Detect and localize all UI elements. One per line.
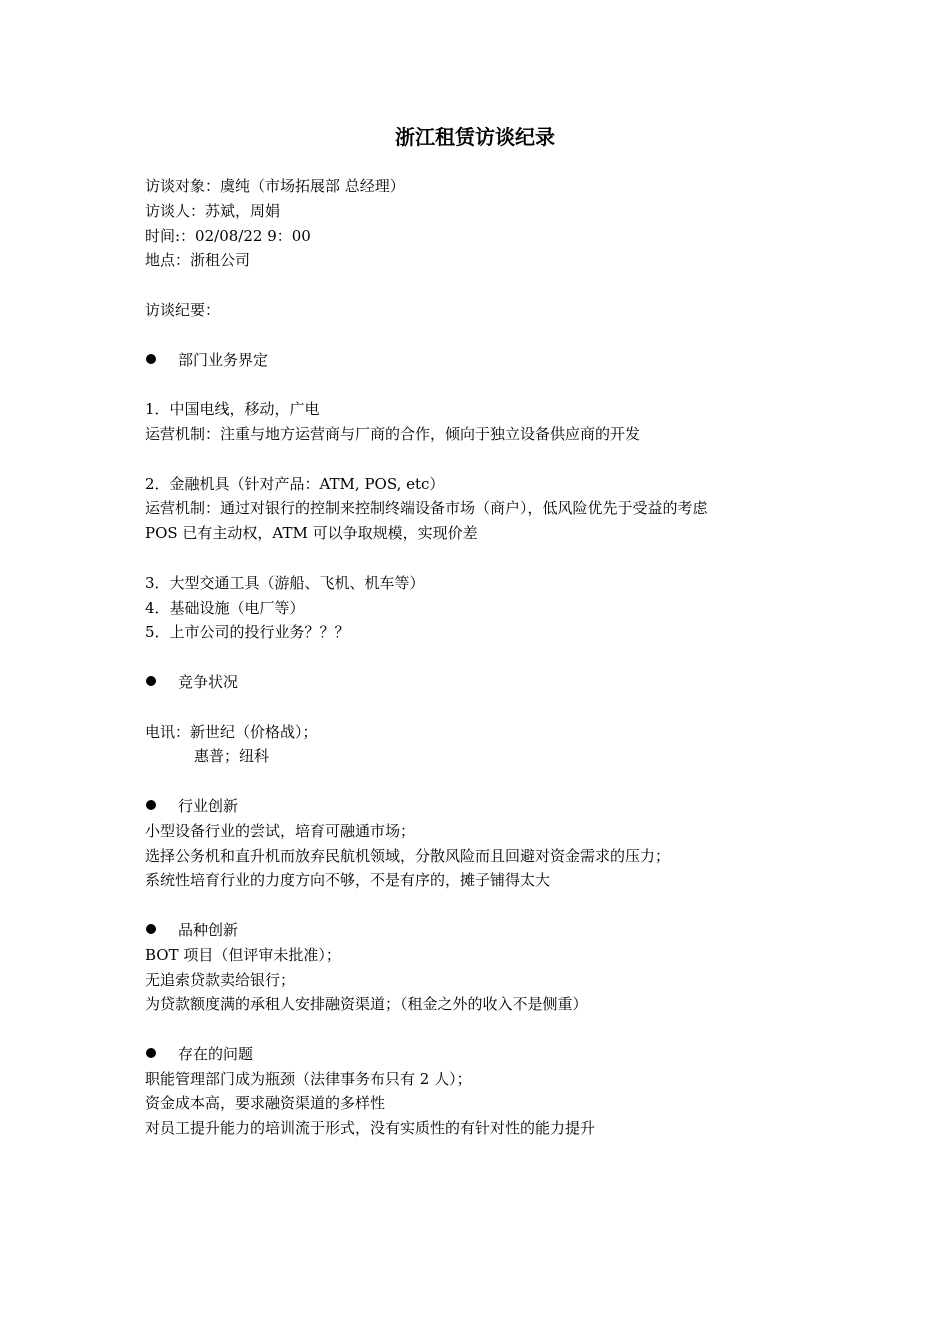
section-heading-text: 竞争状况 bbox=[178, 672, 239, 691]
list-item-detail: 运营机制：通过对银行的控制来控制终端设备市场（商户），低风险优先于受益的考虑 bbox=[145, 499, 708, 518]
interviewee-line: 访谈对象：虞纯（市场拓展部 总经理） bbox=[145, 177, 405, 195]
section-heading-competition bbox=[145, 670, 845, 695]
document-title: 浙江租赁访谈纪录 bbox=[395, 125, 555, 149]
paragraph-line-indented: 惠普；纽科 bbox=[194, 747, 270, 766]
section-heading-product-innovation bbox=[145, 918, 845, 943]
spacer bbox=[145, 645, 845, 670]
list-item-detail: POS 已有主动权，ATM 可以争取规模，实现价差 bbox=[145, 524, 478, 543]
bullet-icon bbox=[146, 800, 156, 810]
list-item: 5．上市公司的投行业务？？？ bbox=[145, 623, 350, 642]
section-heading-text: 品种创新 bbox=[178, 920, 239, 939]
paragraph-line: 小型设备行业的尝试，培育可融通市场； bbox=[145, 821, 416, 840]
spacer bbox=[145, 1017, 845, 1042]
paragraph-line: 选择公务机和直升机而放弃民航机领域，分散风险而且回避对资金需求的压力； bbox=[145, 846, 671, 865]
paragraph-line: 资金成本高，要求融资渠道的多样性 bbox=[145, 1094, 386, 1113]
section-heading-industry-innovation bbox=[145, 794, 845, 819]
bullet-icon bbox=[146, 1048, 156, 1058]
bullet-icon bbox=[146, 676, 156, 686]
spacer bbox=[145, 769, 845, 794]
location-line: 地点：浙租公司 bbox=[145, 251, 251, 270]
spacer bbox=[145, 273, 845, 298]
paragraph-line: 职能管理部门成为瓶颈（法律事务布只有 2 人）； bbox=[145, 1069, 472, 1088]
document-body bbox=[145, 174, 845, 1141]
interviewer-line: 访谈人：苏斌，周娟 bbox=[145, 201, 281, 220]
spacer bbox=[145, 323, 845, 348]
bullet-icon bbox=[146, 354, 156, 364]
section-heading-business-scope bbox=[145, 348, 845, 373]
bullet-icon bbox=[146, 924, 156, 934]
list-item: 4．基础设施（电厂等） bbox=[145, 598, 305, 617]
list-item: 2．金融机具（针对产品：ATM, POS, etc） bbox=[145, 474, 445, 493]
section-heading-text: 存在的问题 bbox=[178, 1044, 254, 1063]
list-item: 3．大型交通工具（游船、飞机、机车等） bbox=[145, 573, 425, 592]
spacer bbox=[145, 546, 845, 571]
spacer bbox=[145, 447, 845, 472]
time-line: 时间:：02/08/22 9：00 bbox=[145, 226, 311, 245]
section-heading-existing-problems bbox=[145, 1042, 845, 1067]
paragraph-line: 对员工提升能力的培训流于形式，没有实质性的有针对性的能力提升 bbox=[145, 1119, 596, 1138]
paragraph-line: 无追索贷款卖给银行； bbox=[145, 970, 296, 989]
paragraph-line: 为贷款额度满的承租人安排融资渠道；（租金之外的收入不是侧重） bbox=[145, 995, 588, 1014]
list-item: 1．中国电线，移动，广电 bbox=[145, 400, 320, 419]
paragraph-line: 系统性培育行业的力度方向不够，不是有序的，摊子铺得太大 bbox=[145, 871, 551, 890]
paragraph-line: BOT 项目（但评审未批准）； bbox=[145, 945, 341, 964]
spacer bbox=[145, 372, 845, 397]
paragraph-line: 电讯：新世纪（价格战）； bbox=[145, 722, 318, 741]
spacer bbox=[145, 695, 845, 720]
list-item-detail: 运营机制：注重与地方运营商与厂商的合作，倾向于独立设备供应商的开发 bbox=[145, 424, 641, 443]
spacer bbox=[145, 893, 845, 918]
section-heading-text: 部门业务界定 bbox=[178, 350, 269, 369]
section-heading-text: 行业创新 bbox=[178, 796, 239, 815]
summary-label: 访谈纪要： bbox=[145, 300, 221, 319]
